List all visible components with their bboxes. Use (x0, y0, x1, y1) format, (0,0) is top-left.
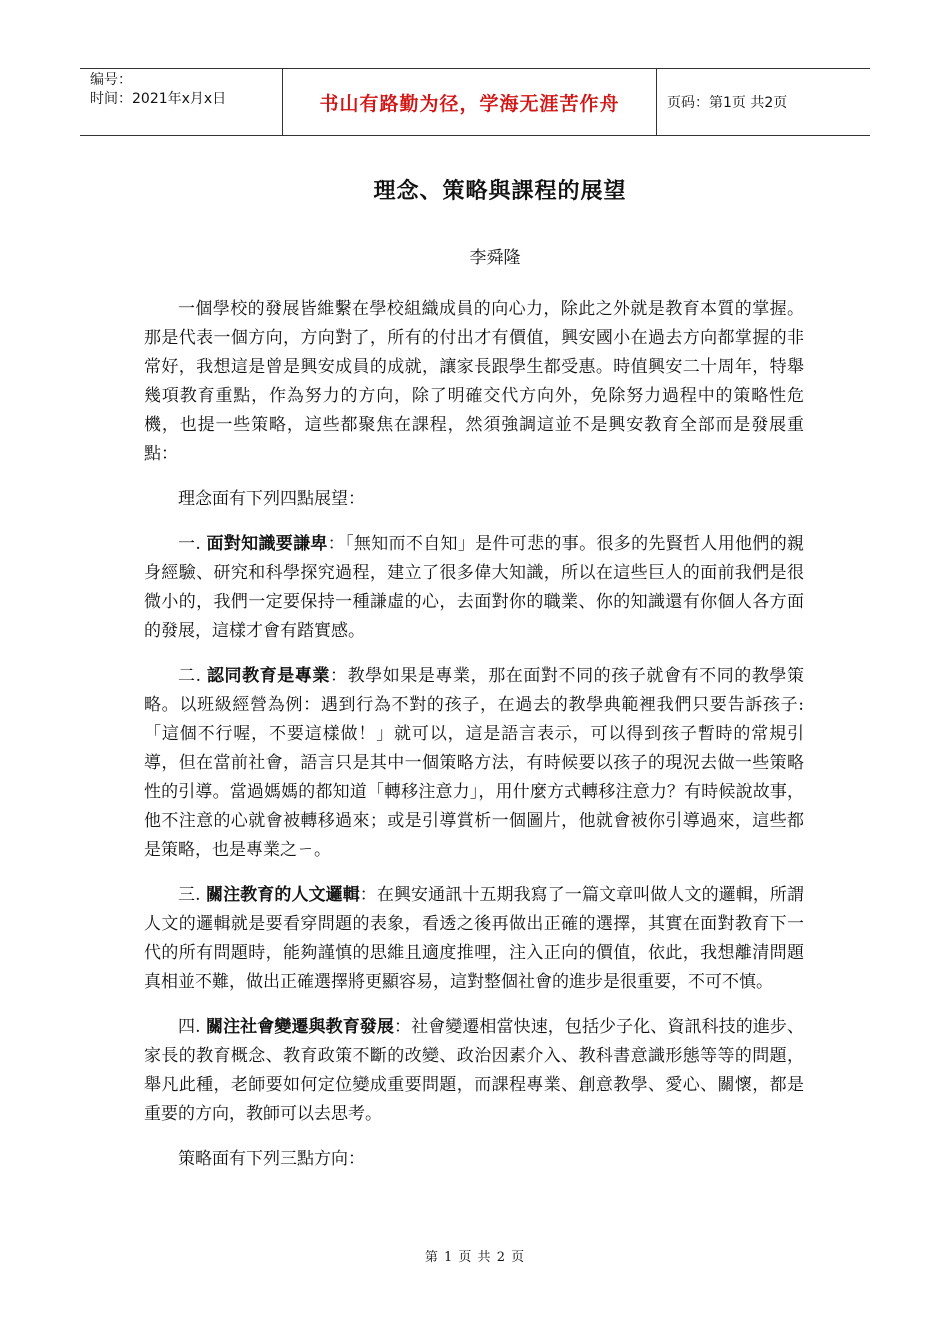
concept-heading: 理念面有下列四點展望： (178, 489, 365, 509)
header-motto: 书山有路勤为径，学海无涯苦作舟 (283, 69, 657, 135)
document-title: 理念、策略與課程的展望 (373, 178, 627, 204)
point-number: 二. (178, 666, 207, 686)
serial-number-label: 编号： (90, 72, 132, 88)
point-title: 關注社會變遷與教育發展 (206, 1017, 394, 1037)
point-paragraph-2 (144, 662, 804, 865)
point-title: 認同教育是專業 (206, 666, 331, 686)
intro-paragraph: 一個學校的發展皆維繫在學校組織成員的向心力，除此之外就是教育本質的掌握。那是代表一個方向，方向對了，所有的付出才有價值，興安國小在過去方向都掌握的非常好，我想這是曾是興安成員的成就，讓家長跟學生都受惠。時值興安二十周年，特舉幾項教育重點，作為努力的方向，除了明確交代方向外，免除努力過程中的策略性危機，也提一些策略，這些都聚焦在課程，然須強調這並不是興安教育全部而是發展重點： (144, 299, 804, 464)
point-number: 三. (178, 885, 206, 905)
point-number: 四. (178, 1017, 206, 1037)
point-body: ：在興安通訊十五期我寫了一篇文章叫做人文的邏輯，所謂人文的邏輯就是要看穿問題的表象，看透之後再做出正確的選擇，其實在面對教育下一代的所有問題時，能夠謹慎的思維且適度推哩，注入正向的價值，依此，我想離清問題真相並不難，做出正確選擇將更顯容易，這對整個社會的進步是很重要，不可不慎。 (144, 885, 805, 992)
date-label: 时间：2021年x月x日 (90, 91, 227, 107)
point-paragraph-4 (144, 1013, 804, 1129)
page-footer: 第 1 页 共 2 页 (424, 1250, 526, 1265)
document-author: 李舜隆 (469, 248, 521, 268)
document-body (144, 295, 804, 1190)
strategy-heading: 策略面有下列三點方向： (178, 1149, 365, 1169)
header-meta (80, 69, 283, 135)
point-body: ：教學如果是專業，那在面對不同的孩子就會有不同的教學策略。以班級經營為例：遇到行為不對的孩子，在過去的教學典範裡我們只要告訴孩子:「這個不行喔，不要這樣做！」就可以，這是語言表示，可以得到孩子暫時的常規引導，但在當前社會，語言只是其中一個策略方法，有時候要以孩子的現況去做一些策略性的引導。當過媽媽的都知道「轉移注意力」，用什麼方式轉移注意力？有時候說故事，他不注意的心就會被轉移過來；或是引導賞析一個圖片，他就會被你引導過來，這些都是策略，也是專業之ㄧ。 (144, 666, 805, 860)
header-page-info: 页码：第1页 共2页 (667, 95, 788, 111)
point-title: 面對知識要謙卑 (206, 534, 328, 554)
point-paragraph-3 (144, 881, 804, 997)
point-body: ：「無知而不自知」是件可悲的事。很多的先賢哲人用他們的親身經驗、研究和科學探究過程，建立了很多偉大知識，所以在這些巨人的面前我們是很微小的，我們一定要保持一種謙虛的心，去面對你的職業、你的知識還有你個人各方面的發展，這樣才會有踏實感。 (144, 534, 805, 641)
point-title: 關注教育的人文邏輯 (206, 885, 360, 905)
document-header (80, 68, 870, 136)
point-body: ：社會變遷相當快速，包括少子化、資訊科技的進步、家長的教育概念、教育政策不斷的改變、政治因素介入、教科書意識形態等等的問題，舉凡此種，老師要如何定位變成重要問題，而課程專業、創意教學、愛心、關懷，都是重要的方向，教師可以去思考。 (144, 1017, 805, 1124)
point-number: 一. (178, 534, 207, 554)
point-paragraph-1 (144, 530, 804, 646)
